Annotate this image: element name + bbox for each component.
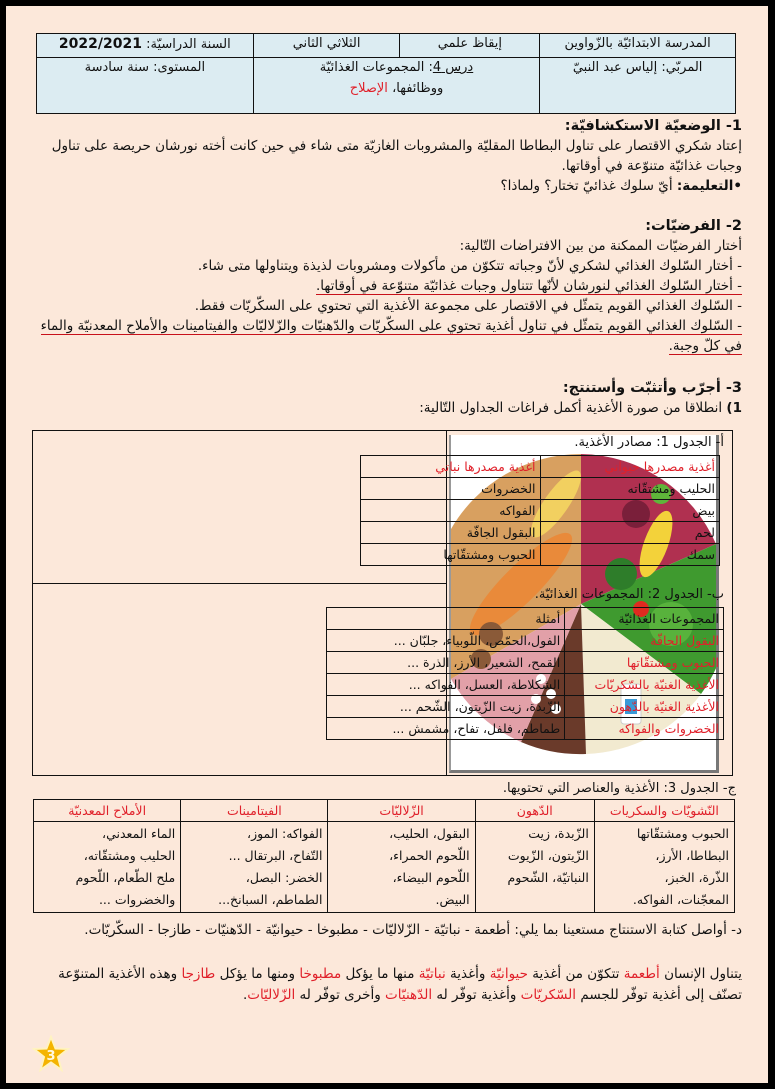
subject: إيقاظ علمي: [400, 34, 540, 58]
table3-header: الزّلاليّات: [328, 800, 475, 822]
table1-caption: أ- الجدول 1: مصادر الأغذية.: [574, 435, 724, 450]
answer-word: مطبوخا: [299, 966, 342, 982]
table2-caption: ب- الجدول 2: المجموعات الغذائيّة.: [534, 587, 724, 602]
svg-text:3: 3: [46, 1049, 56, 1064]
table-row: لحم البقول الجافّة: [361, 522, 720, 544]
lesson-title: درس 4: المجموعات الغذائيّة ووظائفها، الإصلاح: [253, 58, 540, 114]
header-table: [36, 33, 736, 114]
conclusion-fragment: تتكوّن من أغذية: [527, 966, 624, 982]
section-experiment: [32, 378, 742, 418]
nutrients-table: [33, 799, 735, 913]
section-exploration: [32, 116, 742, 196]
conclusion-fragment: وهذه الأغذية المتنوّعة تصنّف إلى أغذية توفّر للجسم: [58, 966, 742, 1003]
conclusion-text: [32, 964, 742, 1006]
table3-header: النّشويّات والسكريات: [594, 800, 734, 822]
conclusion-fragment: يتناول الإنسان: [659, 966, 742, 982]
answer-word: السّكريّات: [520, 987, 577, 1003]
table3-caption: ج- الجدول 3: الأغذية والعناصر التي تحتويها.: [502, 781, 736, 796]
correction-label: الإصلاح: [349, 81, 388, 96]
answer-word: حيوانيّة: [489, 966, 528, 982]
table-row: الأغذية الغنيّة بالسّكريّات الشكلاطة، العسل، الفواكه ...: [327, 674, 724, 696]
table-row: الحبوب ومشتقّاتها البطاطا، الأرز، الذّرة، الخبز، المعجّنات، الفواكه. الزّبدة، زيت الزّيتون، الزّيوت النباتيّة، الشّحوم البقول، الحليب، اللّحوم الحمراء، اللّحوم البيضاء، البيض. الفواكه: الموز، التّفاح، البرتقال ... الخضر: البصل، الطماطم، السبانخ... الماء المعدني، الحليب ومشتقّاته، ملح الطّعام، اللّحوم والخضروات ...: [34, 822, 735, 913]
answer-word: أطعمة: [623, 966, 660, 982]
section1-text: إعتاد شكري الاقتصار على تناول البطاطا المقليّة والمشروبات الغازيّة متى شاء في حين كانت أخته نورشان حريصة على تناول وجبات غذائيّة متنوّعة في أوقاتها.: [51, 138, 742, 174]
conclusion-fragment: وأغذية توفّر له: [432, 987, 521, 1003]
table-row: الأغذية الغنيّة بالدّهون الزّبدة، زيت الزّيتون، الشّحم ...: [327, 696, 724, 718]
instruction: •التعليمة: أيّ سلوك غذائيّ تختار؟ ولماذا؟: [500, 178, 742, 194]
worksheet-page: [6, 6, 768, 1083]
table-row: الحليب ومشتقّاته الخضروات: [361, 478, 720, 500]
table-row: الحبوب ومشتقّاتها القمح، الشعير، الأرز، الذرة ...: [327, 652, 724, 674]
hypothesis-item: - أختار السّلوك الغذائي لشكري لأنّ وجباته تتكوّن من مأكولات ومشروبات لذيذة ويتناولها متى شاء.: [197, 258, 742, 274]
hypothesis-item-selected: - السّلوك الغذائي القويم يتمثّل في تناول أغذية تحتوي على السكّريّات والدّهنيّات والزّلاليّات والفيتامينات والأملاح المعدنيّة والماء في كلّ وجبة.: [40, 318, 742, 354]
conclusion-fragment: منها ما يؤكل: [341, 966, 419, 982]
school-year: السنة الدراسيّة: 2022/2021: [37, 34, 254, 58]
table-row: البقول الجافّة الفول،الحمّص، اللّوبياء، جلبّان ...: [327, 630, 724, 652]
conclusion-prompt: د- أواصل كتابة الاستنتاج مستعينا بما يلي: أطعمة - نباتيّة - الزّلاليّات - مطبوخا - حيوانيّة - الدّهنيّات - طازجا - السكّريّات.: [84, 922, 742, 938]
term: الثلاثي الثاني: [253, 34, 400, 58]
table-row: بيض الفواكه: [361, 500, 720, 522]
divider: [33, 583, 446, 584]
table1-header: أغذية مصدرها نباتي: [361, 456, 541, 478]
table3-header: الفيتامينات: [181, 800, 328, 822]
section2-title: 2- الفرضيّات:: [645, 218, 742, 234]
tables-image-box: [32, 430, 733, 776]
table-row: الخضروات والفواكه طماطم، فلفل، تفاح، مشمش ...: [327, 718, 724, 740]
level: المستوى: سنة سادسة: [37, 58, 254, 114]
conclusion-fragment: ومنها ما يؤكل: [215, 966, 300, 982]
table3-header: الدّهون: [475, 800, 594, 822]
question-1: 1) انطلاقا من صورة الأغذية أكمل فراغات الجداول التّالية:: [419, 400, 742, 416]
answer-word: الزّلاليّات: [247, 987, 296, 1003]
table1-header: أغذية مصدرها حيواني: [540, 456, 720, 478]
food-groups-table: [326, 607, 724, 740]
section3-title: 3- أجرّب وأتثبّت وأستنتج:: [562, 380, 742, 396]
answer-word: الدّهنيّات: [385, 987, 433, 1003]
conclusion-fragment: وأخرى توفّر له: [295, 987, 386, 1003]
teacher-name: المربّي: إلياس عبد النبيّ: [540, 58, 736, 114]
table-row: سمك الحبوب ومشتقّاتها: [361, 544, 720, 566]
table3-header: الأملاح المعدنيّة: [34, 800, 181, 822]
answer-word: نباتيّة: [418, 966, 446, 982]
table2-header: أمثلة: [327, 608, 565, 630]
hypothesis-item-selected: - أختار السّلوك الغذائي لنورشان لأنّها تتناول وجبات غذائيّة متنوّعة في أوقاتها.: [315, 278, 742, 294]
section1-title: 1- الوضعيّة الاستكشافيّة:: [564, 118, 742, 134]
table2-header: المجموعات الغذائيّة: [565, 608, 724, 630]
conclusion-fragment: .: [242, 987, 248, 1003]
page-number-star: [32, 1035, 70, 1073]
section2-intro: أختار الفرضيّات الممكنة من بين الافتراضات التّالية:: [459, 238, 742, 254]
section-hypotheses: [32, 216, 742, 356]
answer-word: طازجا: [181, 966, 216, 982]
conclusion-fragment: وأغذية: [445, 966, 490, 982]
school-name: المدرسة الابتدائيّة بالزّواوين: [540, 34, 736, 58]
star-icon: [32, 1035, 70, 1073]
food-sources-table: [360, 455, 720, 566]
hypothesis-item: - السّلوك الغذائي القويم يتمثّل في الاقتصار على مجموعة الأغذية التي تحتوي على السكّريّات فقط.: [194, 298, 742, 314]
